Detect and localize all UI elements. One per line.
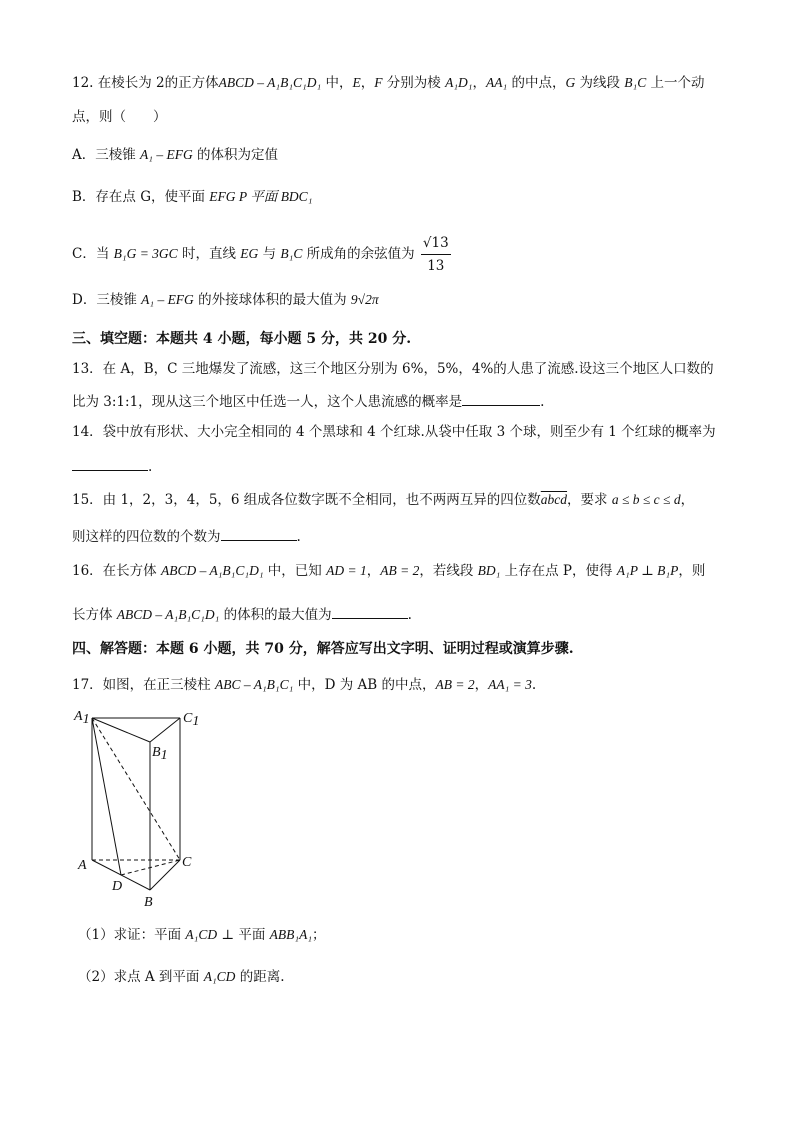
q17-AA1: AA₁ = 3 [488,677,532,692]
answer-blank[interactable] [332,604,408,619]
q12-text: 12. 在棱长为 2的正方体 [72,75,219,91]
q12-text: ， [360,75,375,91]
q15-line2 [72,526,301,546]
option-label: C．当 [72,246,114,262]
option-text: 的外接球体积的最大值为 [193,292,351,308]
edge-A1-D [92,718,121,875]
q12-text: 为线段 [575,75,625,91]
q17-plane: A₁CD [185,927,218,942]
q16-text: 上存在点 P，使得 [500,563,617,579]
q14-line2 [72,456,152,476]
q15-text: . [296,529,301,545]
label-B1: B1 [152,745,168,763]
q12-text: 的中点， [507,75,566,91]
option-label: D．三棱锥 [72,292,142,308]
q14-line1: 14．袋中放有形状、大小完全相同的 4 个黑球和 4 个红球.从袋中任取 3 个球，则至少有 1 个红球的概率为 [72,424,716,440]
q16-BD1: BD₁ [477,563,501,578]
q13-line2 [72,391,544,411]
fraction-numerator: √13 [421,232,451,255]
option-expr: A₁ – EFG [141,292,194,307]
edge-B1-C1 [150,718,180,742]
option-expr: B₁G = 3GC [113,246,178,261]
q12-A1D1: A₁D₁ [445,75,473,90]
label-C: C [182,855,192,870]
q17-text: ； [312,927,326,943]
q17-part1 [78,926,326,944]
option-text: 所成角的余弦值为 [302,246,419,262]
q12-AA1: AA₁ [485,75,508,90]
q17-line1 [72,676,536,694]
option-text: 时，直线 [177,246,241,262]
q17-text: ⊥ 平面 [217,927,270,943]
q16-text: 的体积的最大值为 [219,607,332,623]
q17-prism: ABC – A₁B₁C₁ [214,677,294,692]
q12-text: 上一个动 [646,75,705,91]
q15-abcd: abcd [540,492,568,507]
q16-AB: AB = 2 [380,563,420,578]
q12-option-c [72,232,451,277]
q16-line1 [72,562,705,580]
q16-text: 中，已知 [263,563,327,579]
edge-B-C [150,860,180,890]
q15-text: ，要求 [567,492,612,508]
q13-text: . [540,394,545,410]
q17-part2 [78,968,285,986]
q15-text: ， [680,492,695,508]
q16-text: ， [366,563,381,579]
option-expr: A₁ – EFG [140,147,193,162]
option-label: B．存在点 G，使平面 [72,189,210,205]
option-expr: EG [240,246,259,261]
label-C1: C1 [183,711,200,729]
q17-text: . [531,677,537,693]
section-heading-3: 三、填空题：本题共 4 小题，每小题 5 分，共 20 分. [72,331,412,347]
fraction-denominator: 13 [427,258,445,274]
q17-text: ， [474,677,489,693]
option-label: A．三棱锥 [72,147,141,163]
q12-option-b [72,188,312,206]
q13-text: 比为 3:1:1，现从这三个地区中任选一人，这个人患流感的概率是 [72,394,463,410]
q15-condition: a ≤ b ≤ c ≤ d [611,492,681,507]
option-expr: EFG [209,189,236,204]
q17-text: 17．如图，在正三棱柱 [72,677,215,693]
q12-line2: 点，则（ ） [72,109,167,125]
label-B: B [144,895,153,910]
q16-box: ABCD – A₁B₁C₁D₁ [116,607,220,622]
q12-line1 [72,74,705,92]
q12-text: ， [472,75,486,91]
option-expr: BDC₁ [280,189,313,204]
q16-text: ，则 [678,563,706,579]
q17-AB: AB = 2 [435,677,475,692]
q17-text: 的距离. [235,969,285,985]
q12-G: G [565,75,576,90]
q16-text: 16．在长方体 [72,563,161,579]
q16-line2 [72,604,412,624]
q17-text: （1）求证：平面 [78,927,186,943]
q16-text: 长方体 [72,607,117,623]
option-expr: 9√2π [350,292,379,307]
q16-text: ，若线段 [419,563,478,579]
option-text: 与 [258,246,281,262]
q13-line1: 13．在 A，B，C 三地爆发了流感，这三个地区分别为 6%，5%，4%的人患了流感.设这三个地区人口数的 [72,361,714,377]
label-A: A [78,858,87,873]
q16-perp: A₁P ⊥ B₁P [616,563,679,578]
section-heading-4: 四、解答题：本题 6 小题，共 70 分，解答应写出文字明、证明过程或演算步骤. [72,641,574,657]
q16-text: . [407,607,412,623]
option-text: P 平面 [235,189,281,204]
fraction [421,232,451,277]
edge-A1-B1 [92,718,150,742]
label-D: D [112,879,123,894]
q16-box: ABCD – A₁B₁C₁D₁ [160,563,264,578]
q15-text: 则这样的四位数的个数为 [72,529,221,545]
q17-plane: A₁CD [203,969,236,984]
q12-text: 中， [321,75,353,91]
option-text: 的体积为定值 [192,147,279,163]
q12-option-a [72,146,278,164]
q15-text: 15．由 1，2，3，4，5，6 组成各位数字既不全相同，也不两两互异的四位数 [72,492,541,508]
q12-F: F [374,75,383,90]
q17-text: （2）求点 A 到平面 [78,969,204,985]
q12-E: E [352,75,361,90]
q17-text: 中，D 为 AB 的中点， [293,677,436,693]
prism-figure [72,702,212,912]
answer-blank[interactable] [221,526,297,541]
q17-plane: ABB₁A₁ [269,927,313,942]
q12-text: 分别为棱 [382,75,446,91]
label-A1: A1 [74,709,90,727]
option-expr: B₁C [280,246,303,261]
answer-blank[interactable] [72,456,148,471]
q15-line1 [72,491,694,509]
q12-cube: ABCD – A₁B₁C₁D₁ [218,75,322,90]
q12-option-d [72,291,379,309]
answer-blank[interactable] [462,391,540,406]
q12-B1C: B₁C [624,75,647,90]
q16-AD: AD = 1 [326,563,367,578]
q14-text: . [148,459,153,475]
